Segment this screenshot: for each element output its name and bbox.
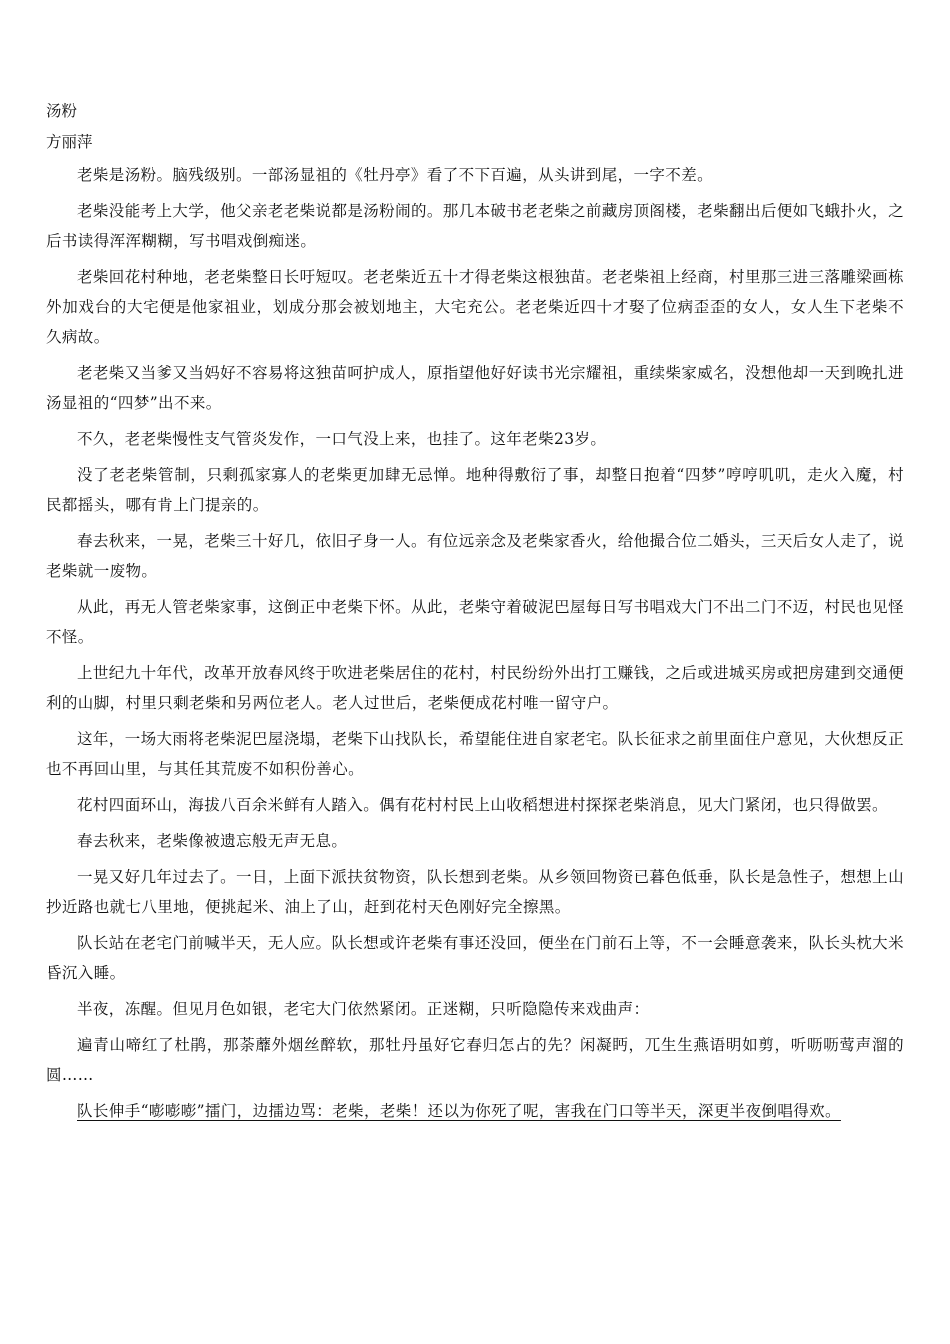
paragraph-8: 从此，再无人管老柴家事，这倒正中老柴下怀。从此，老柴守着破泥巴屋每日写书唱戏大门不出二门不迈，村民也见怪不怪。: [46, 598, 904, 646]
paragraph-4: 老老柴又当爹又当妈好不容易将这独苗呵护成人，原指望他好好读书光宗耀祖，重续柴家威名，没想他却一天到晚扎进汤显祖的“四梦”出不来。: [46, 364, 904, 412]
opera-lyrics-paragraph: 遍青山啼红了杜鹃，那荼蘼外烟丝醉软，那牡丹虽好它春归怎占的先？闲凝眄，兀生生燕语明如剪，听呖呖莺声溜的圆……: [46, 1036, 904, 1084]
paragraph-14: 队长站在老宅门前喊半天，无人应。队长想或许老柴有事还没回，便坐在门前石上等，不一会睡意袭来，队长头枕大米昏沉入睡。: [46, 934, 904, 982]
underlined-paragraph: 队长伸手“嘭嘭嘭”擂门，边擂边骂：老柴，老柴！还以为你死了呢，害我在门口等半天，深更半夜倒唱得欢。: [77, 1102, 841, 1120]
paragraph-6: 没了老老柴管制，只剩孤家寡人的老柴更加肆无忌惮。地种得敷衍了事，却整日抱着“四梦”哼哼叽叽，走火入魔，村民都摇头，哪有肯上门提亲的。: [46, 466, 904, 514]
paragraph-9: 上世纪九十年代，改革开放春风终于吹进老柴居住的花村，村民纷纷外出打工赚钱，之后或进城买房或把房建到交通便利的山脚，村里只剩老柴和另两位老人。老人过世后，老柴便成花村唯一留守户。: [46, 664, 904, 712]
paragraph-3: 老柴回花村种地，老老柴整日长吁短叹。老老柴近五十才得老柴这根独苗。老老柴祖上经商，村里那三进三落雕梁画栋外加戏台的大宅便是他家祖业，划成分那会被划地主，大宅充公。老老柴近四十才娶了位病歪歪的女人，女人生下老柴不久病故。: [46, 268, 904, 346]
paragraph-11: 花村四面环山，海拔八百余米鲜有人踏入。偶有花村村民上山收稻想进村探探老柴消息，见大门紧闭，也只得做罢。: [77, 796, 888, 814]
paragraph-15: 半夜，冻醒。但见月色如银，老宅大门依然紧闭。正迷糊，只听隐隐传来戏曲声：: [77, 1000, 650, 1018]
article-author: 方丽萍: [46, 133, 93, 151]
paragraph-1: 老柴是汤粉。脑残级别。一部汤显祖的《牡丹亭》看了不下百遍，从头讲到尾，一字不差。: [77, 166, 714, 184]
article-title: 汤粉: [46, 102, 78, 120]
document-body: [46, 98, 904, 1132]
paragraph-5: 不久，老老柴慢性支气管炎发作，一口气没上来，也挂了。这年老柴23岁。: [77, 430, 607, 448]
paragraph-7: 春去秋来，一晃，老柴三十好几，依旧孑身一人。有位远亲念及老柴家香火，给他撮合位二婚头，三天后女人走了，说老柴就一废物。: [46, 532, 904, 580]
paragraph-13: 一晃又好几年过去了。一日，上面下派扶贫物资，队长想到老柴。从乡领回物资已暮色低垂，队长是急性子，想想上山抄近路也就七八里地，便挑起米、油上了山，赶到花村天色刚好完全擦黑。: [46, 868, 904, 916]
paragraph-10: 这年，一场大雨将老柴泥巴屋浇塌，老柴下山找队长，希望能住进自家老宅。队长征求之前里面住户意见，大伙想反正也不再回山里，与其任其荒废不如积份善心。: [46, 730, 904, 778]
paragraph-2: 老柴没能考上大学，他父亲老老柴说都是汤粉闹的。那几本破书老老柴之前藏房顶阁楼，老柴翻出后便如飞蛾扑火，之后书读得浑浑糊糊，写书唱戏倒痴迷。: [46, 202, 904, 250]
paragraph-12: 春去秋来，老柴像被遗忘般无声无息。: [77, 832, 348, 850]
